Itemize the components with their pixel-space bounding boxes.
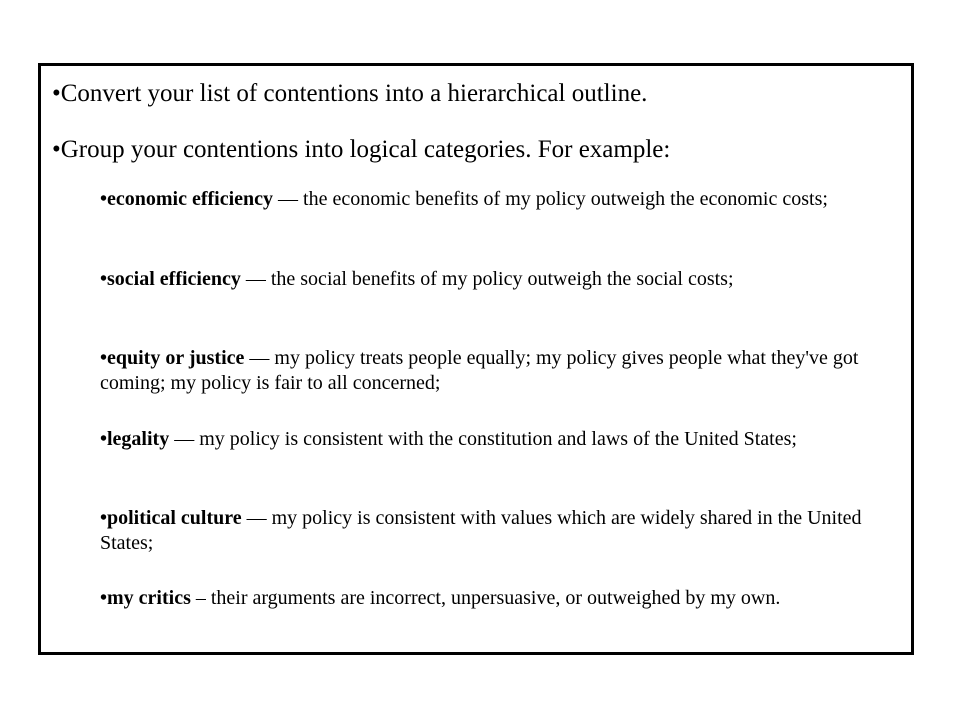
- sub-bullet-term: •legality: [100, 428, 170, 450]
- sub-bullet-equity-or-justice: [100, 346, 890, 396]
- sub-bullet-legality: [100, 427, 890, 452]
- sub-bullet-term: •political culture: [100, 507, 242, 529]
- sub-bullet-social-efficiency: [100, 267, 890, 292]
- sub-bullet-term: •economic efficiency: [100, 188, 274, 210]
- main-bullet-group: •Group your contentions into logical categories. For example:: [52, 136, 671, 163]
- sub-bullet-description: — my policy is consistent with the constitution and laws of the United States;: [169, 428, 797, 450]
- sub-bullet-description: — my policy is consistent with values which are widely shared in the United States;: [100, 507, 862, 554]
- sub-bullet-term: •social efficiency: [100, 268, 241, 290]
- sub-bullet-description: – their arguments are incorrect, unpersuasive, or outweighed by my own.: [190, 587, 781, 609]
- sub-bullet-description: — my policy treats people equally; my policy gives people what they've got coming; my policy is fair to all concerned;: [100, 347, 859, 394]
- sub-bullet-description: — the social benefits of my policy outweigh the social costs;: [240, 268, 734, 290]
- sub-bullet-economic-efficiency: [100, 187, 890, 212]
- sub-bullet-term: •equity or justice: [100, 347, 245, 369]
- sub-bullet-description: — the economic benefits of my policy outweigh the economic costs;: [273, 188, 828, 210]
- sub-bullet-my-critics: [100, 586, 890, 611]
- sub-bullet-political-culture: [100, 506, 890, 556]
- main-bullet-outline: •Convert your list of contentions into a hierarchical outline.: [52, 80, 648, 107]
- sub-bullet-term: •my critics: [100, 587, 191, 609]
